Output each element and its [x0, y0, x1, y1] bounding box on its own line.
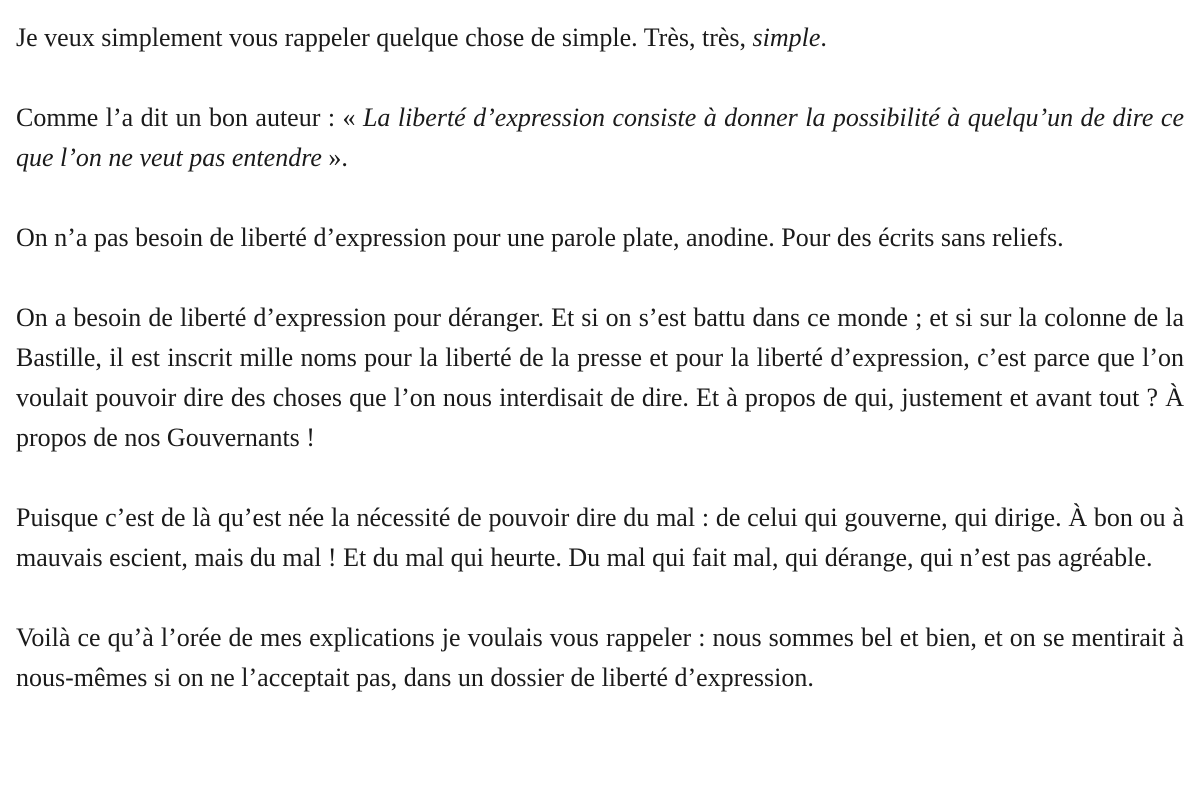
paragraph-3: On n’a pas besoin de liberté d’expression pour une parole plate, anodine. Pour des écrits sans reliefs.	[16, 223, 1064, 252]
paragraph-1	[16, 18, 1184, 58]
quotation: La liberté d’expression consiste à donner la possibilité à quelqu’un de dire ce que l’on ne veut pas entendre	[16, 103, 1184, 172]
paragraph-5: Puisque c’est de là qu’est née la nécessité de pouvoir dire du mal : de celui qui gouverne, qui dirige. À bon ou à mauvais escient, mais du mal ! Et du mal qui heurte. Du mal qui fait mal, qui dérange, qui n’est pas agréable.	[16, 503, 1184, 572]
paragraph-6: Voilà ce qu’à l’orée de mes explications je voulais vous rappeler : nous sommes bel et bien, et on se mentirait à nous-mêmes si on ne l’acceptait pas, dans un dossier de liberté d’expression.	[16, 623, 1184, 692]
paragraph-1-emphasis: simple	[752, 23, 821, 52]
document-body	[16, 18, 1184, 698]
paragraph-2-end: ».	[321, 143, 348, 172]
paragraph-1-end: .	[820, 23, 827, 52]
paragraph-2	[16, 98, 1184, 178]
paragraph-4: On a besoin de liberté d’expression pour déranger. Et si on s’est battu dans ce monde ; et si sur la colonne de la Bastille, il est inscrit mille noms pour la liberté de la presse et pour la liberté d’expression, c’est parce que l’on voulait pouvoir dire des choses que l’on nous interdisait de dire. Et à propos de qui, justement et avant tout ? À propos de nos Gouvernants !	[16, 303, 1184, 452]
paragraph-2-lead: Comme l’a dit un bon auteur : «	[16, 103, 363, 132]
paragraph-1-text: Je veux simplement vous rappeler quelque chose de simple. Très, très,	[16, 23, 753, 52]
